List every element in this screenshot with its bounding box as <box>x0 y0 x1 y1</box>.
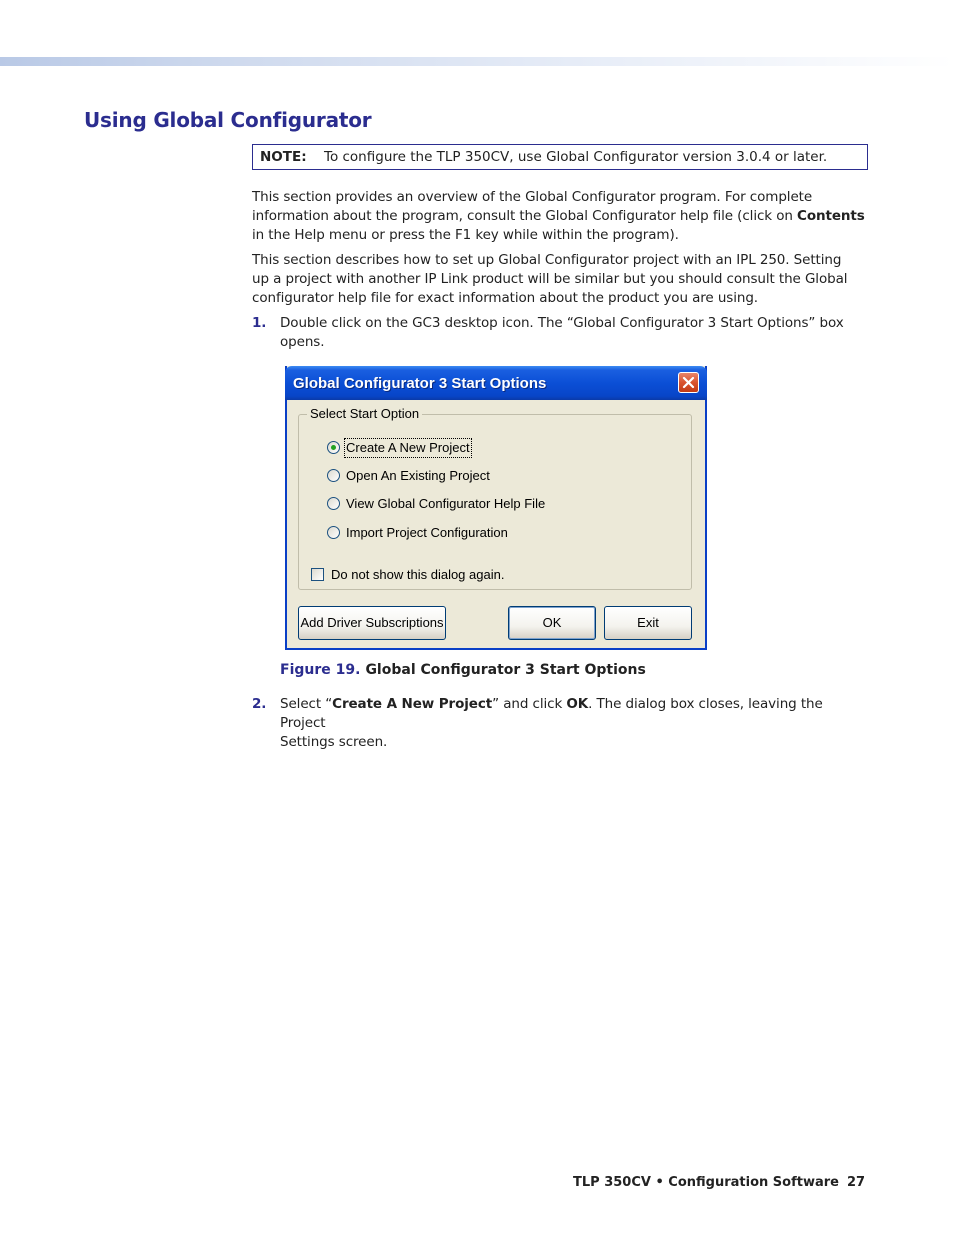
step-2-line-2: Settings screen. <box>280 734 388 750</box>
setup-line-2: up a project with another IP Link product will be similar but you should consult the Global <box>252 271 848 287</box>
radio-label: Open An Existing Project <box>346 468 490 483</box>
page-title: Using Global Configurator <box>84 108 372 132</box>
close-button[interactable] <box>678 372 699 393</box>
figure-caption <box>280 661 646 680</box>
note-text: To configure the TLP 350CV, use Global Configurator version 3.0.4 or later. <box>324 149 828 165</box>
start-options-dialog <box>285 366 707 650</box>
contents-term: Contents <box>797 208 865 224</box>
radio-button[interactable] <box>327 469 340 482</box>
note-box <box>252 144 868 170</box>
note-label: NOTE: <box>260 149 307 165</box>
step-2-post: . The dialog box closes, leaving the Project <box>280 696 823 731</box>
footer-title: TLP 350CV • Configuration Software <box>573 1175 839 1190</box>
ok-term: OK <box>566 696 589 712</box>
intro-line-2: information about the program, consult the Global Configurator help file (click on <box>252 208 798 224</box>
ok-button[interactable]: OK <box>508 606 596 640</box>
dialog-title: Global Configurator 3 Start Options <box>293 375 547 392</box>
setup-line-3: configurator help file for exact information about the product you are using. <box>252 290 758 306</box>
intro-line-3: in the Help menu or press the F1 key while within the program). <box>252 227 679 243</box>
radio-button-selected[interactable] <box>327 441 340 454</box>
radio-button[interactable] <box>327 526 340 539</box>
step-text <box>280 314 872 352</box>
figure-number: Figure 19. <box>280 662 361 678</box>
close-icon <box>682 376 695 389</box>
radio-label: Import Project Configuration <box>346 525 508 540</box>
step-number: 2. <box>252 696 267 712</box>
step-number: 1. <box>252 315 267 331</box>
dialog-titlebar[interactable] <box>285 366 707 400</box>
radio-label: View Global Configurator Help File <box>346 496 546 511</box>
radio-label: Create A New Project <box>346 440 470 455</box>
intro-paragraph <box>252 188 872 245</box>
start-option-group <box>298 406 692 590</box>
dont-show-again-checkbox[interactable] <box>311 568 324 581</box>
group-label: Select Start Option <box>307 406 422 421</box>
exit-button[interactable]: Exit <box>604 606 692 640</box>
page-number: 27 <box>847 1175 866 1190</box>
step-2-pre: Select “ <box>280 696 333 712</box>
add-driver-subscriptions-button[interactable]: Add Driver Subscriptions <box>298 606 446 640</box>
step-text <box>280 695 872 752</box>
setup-paragraph <box>252 251 872 308</box>
step-1-line-2: opens. <box>280 334 325 350</box>
figure-caption-text: Global Configurator 3 Start Options <box>365 662 646 678</box>
step-1-line-1: Double click on the GC3 desktop icon. The “Global Configurator 3 Start Options” box <box>280 315 844 331</box>
radio-button[interactable] <box>327 497 340 510</box>
create-new-project-term: Create A New Project <box>332 696 493 712</box>
checkbox-label: Do not show this dialog again. <box>331 567 505 582</box>
header-gradient-bar <box>0 57 954 66</box>
intro-line-1: This section provides an overview of the Global Configurator program. For complete <box>252 189 813 205</box>
setup-line-1: This section describes how to set up Global Configurator project with an IPL 250. Setting <box>252 252 842 268</box>
step-2-mid: ” and click <box>492 696 567 712</box>
